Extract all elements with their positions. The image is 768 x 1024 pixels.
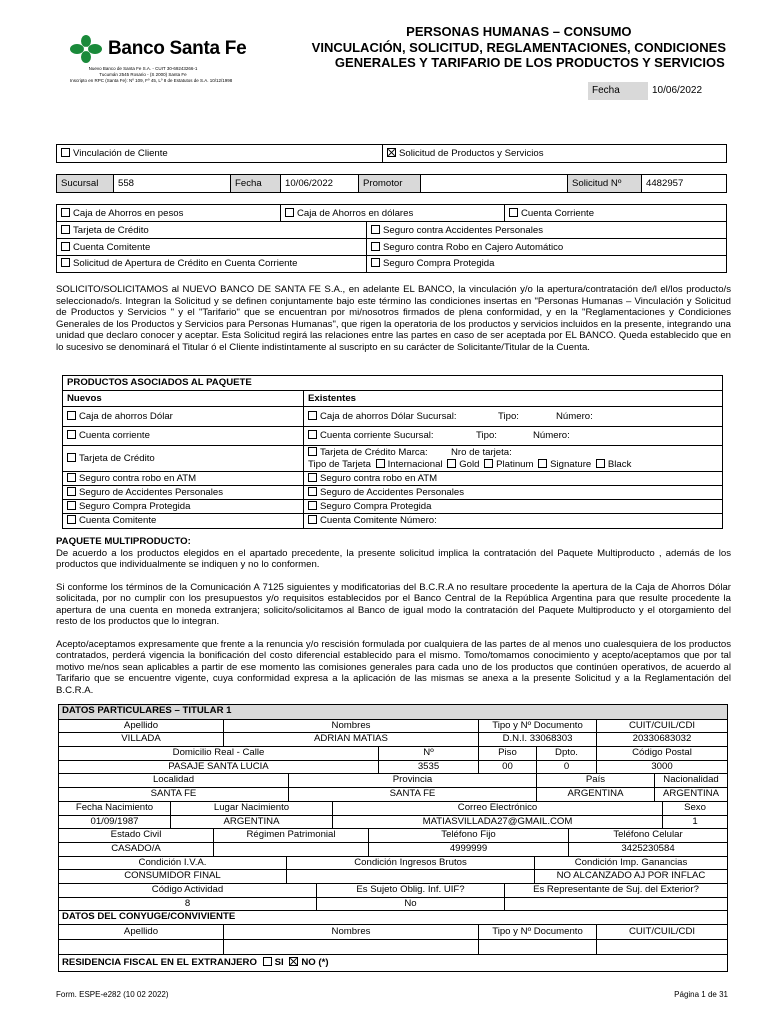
localidad-value[interactable]: SANTA FE <box>59 788 289 801</box>
civil-label: Estado Civil <box>59 829 214 842</box>
internacional-checkbox[interactable] <box>376 459 385 468</box>
bank-clover-icon <box>68 34 104 64</box>
existing-cc-numero-label: Número: <box>533 430 570 441</box>
product-caja-pesos[interactable] <box>57 205 281 221</box>
residencia-fiscal-label: RESIDENCIA FISCAL EN EL EXTRANJERO <box>62 957 257 968</box>
existing-tarjeta[interactable] <box>304 446 722 471</box>
pais-value[interactable]: ARGENTINA <box>537 788 655 801</box>
caja-pesos-checkbox[interactable] <box>61 208 70 217</box>
ganancias-value[interactable]: NO ALCANZADO AJ POR INFLAC <box>556 870 706 882</box>
sucursal-label: Sucursal <box>57 175 114 192</box>
regimen-value[interactable] <box>214 843 369 856</box>
intro-text <box>56 284 731 364</box>
new-cuenta-corriente[interactable] <box>63 427 304 445</box>
cuit-value[interactable]: 20330683032 <box>632 733 692 745</box>
document-title <box>312 24 726 71</box>
sexo-value[interactable]: 1 <box>692 815 698 827</box>
dpto-value[interactable]: 0 <box>537 761 597 774</box>
new-comitente[interactable] <box>63 514 304 528</box>
fiscal-no-checkbox[interactable] <box>289 957 298 966</box>
vinculacion-checkbox[interactable] <box>61 148 70 157</box>
cel-label: Teléfono Celular <box>613 829 683 841</box>
title-line-3: GENERALES Y TARIFARIO DE LOS PRODUCTOS Y SERVICIOS <box>334 55 725 70</box>
new-comitente-label: Cuenta Comitente <box>79 515 157 526</box>
platinum-checkbox[interactable] <box>484 459 493 468</box>
ganancias-label: Condición Imp. Ganancias <box>574 856 688 868</box>
multiproducto-p2: Si conforme los términos de la Comunicación A 7125 siguientes y modificatorias del B.C.R.A no resultare procedente la apertura de la Caja de Ahorros Dólar solicitada, por no cumplir con los presupuestos y/o requisitos establecidos por el Banco Central de la República Argentina para que resulte procedente la apertura de una cuenta en moneda extranjera; solicito/solicitamos al Banco de igual modo la contratación del Paquete Multiproducto y el otorgamiento del resto de los productos que lo integran. <box>56 581 731 627</box>
nombres-label: Nombres <box>224 720 479 733</box>
bank-name: Banco Santa Fe <box>108 38 247 59</box>
new-accidentes[interactable] <box>63 486 304 499</box>
seguro-compra-checkbox[interactable] <box>371 258 380 267</box>
domicilio-value[interactable]: PASAJE SANTA LUCIA <box>59 761 379 774</box>
conyuge-apellido-value[interactable] <box>59 940 224 954</box>
existing-cc-label: Cuenta corriente Sucursal: <box>320 430 434 441</box>
lnac-value[interactable]: ARGENTINA <box>171 816 333 829</box>
tipo-doc-value[interactable]: D.N.I. 33068303 <box>479 733 597 746</box>
solicitud-label: Solicitud de Productos y Servicios <box>399 148 544 159</box>
new-accidentes-checkbox[interactable] <box>67 487 76 496</box>
product-tarjeta[interactable] <box>57 222 367 238</box>
actividad-value[interactable]: 8 <box>59 898 317 911</box>
page-number: Página 1 de 31 <box>674 990 728 999</box>
existing-cuenta-corriente[interactable] <box>304 427 722 445</box>
request-type-row <box>56 144 727 163</box>
uif-value[interactable]: No <box>317 898 505 911</box>
caja-dolares-checkbox[interactable] <box>285 208 294 217</box>
lnac-label: Lugar Nacimiento <box>171 802 333 815</box>
title-line-1: PERSONAS HUMANAS – CONSUMO <box>406 24 632 39</box>
tarjeta-checkbox[interactable] <box>61 225 70 234</box>
existing-robo-atm[interactable] <box>304 472 722 485</box>
cuenta-corriente-label: Cuenta Corriente <box>521 208 595 219</box>
product-seguro-accidentes[interactable] <box>367 222 726 238</box>
existing-compra[interactable] <box>304 500 722 513</box>
new-compra-checkbox[interactable] <box>67 501 76 510</box>
black-checkbox[interactable] <box>596 459 605 468</box>
caja-pesos-label: Caja de Ahorros en pesos <box>73 208 184 219</box>
multiproducto-p3: Acepto/aceptamos expresamente que frente a la renuncia y/o rescisión formulada por cualquiera de las partes de al menos uno cualesquiera de los productos contratados, perderá vigencia la bonificación del costo diferencial establecido para el mismo. Tomo/tomamos conocimiento y acepto/aceptamos que por tal motivo me/nos sean aplicables a partir de ese momento las comisiones generales para cada uno de los productos que continúen operativos, de acuerdo al Tarifario que se encuentre vigente, cuya conformidad expresa a la aplicación de las mismas se anexa a la presente Solicitud y a la Reglamentación del B.C.R.A. <box>56 638 731 696</box>
tipo-tarjeta-label: Tipo de Tarjeta <box>308 458 371 470</box>
nombres-value[interactable]: ADRIAN MATIAS <box>224 733 479 746</box>
fnac-label: Fecha Nacimiento <box>59 802 171 815</box>
vinculacion-option[interactable] <box>57 145 383 162</box>
existing-robo-checkbox[interactable] <box>308 473 317 482</box>
gold-checkbox[interactable] <box>447 459 456 468</box>
existing-caja-label: Caja de ahorros Dólar Sucursal: <box>320 411 457 422</box>
multiproducto-title: PAQUETE MULTIPRODUCTO: <box>56 536 191 547</box>
conyuge-nombres-value[interactable] <box>224 940 479 954</box>
solicitud-nro-label: Solicitud Nº <box>568 175 642 192</box>
cp-label: Código Postal <box>632 747 692 759</box>
tipo-doc-label: Tipo y Nº Documento <box>479 720 597 733</box>
solicitud-checkbox[interactable] <box>387 148 396 157</box>
conyuge-section-title: DATOS DEL CONYUGE/CONVIVIENTE <box>62 911 236 923</box>
solicitud-nro-value[interactable]: 4482957 <box>646 178 684 189</box>
email-label: Correo Electrónico <box>333 802 663 815</box>
branch-fecha-value[interactable]: 10/06/2022 <box>281 175 359 192</box>
product-cuenta-comitente[interactable] <box>57 239 367 255</box>
cuenta-corriente-checkbox[interactable] <box>509 208 518 217</box>
new-accidentes-label: Seguro de Accidentes Personales <box>79 487 223 498</box>
black-label: Black <box>607 458 632 470</box>
package-col-new: Nuevos <box>63 391 304 406</box>
existing-caja-tipo-label: Tipo: <box>498 411 519 422</box>
new-caja-dolar-checkbox[interactable] <box>67 411 76 420</box>
cel-value[interactable]: 3425230584 <box>621 842 675 854</box>
new-robo-label: Seguro contra robo en ATM <box>79 473 197 484</box>
titular-section-title: DATOS PARTICULARES – TITULAR 1 <box>62 705 232 716</box>
promotor-value[interactable] <box>421 175 568 192</box>
form-code: Form. ESPE-e282 (10 02 2022) <box>56 990 169 999</box>
new-tarjeta-label: Tarjeta de Crédito <box>79 453 155 464</box>
new-cuenta-corriente-checkbox[interactable] <box>67 430 76 439</box>
multiproducto-section <box>56 536 731 707</box>
new-tarjeta[interactable] <box>63 446 304 471</box>
new-caja-dolar[interactable] <box>63 407 304 426</box>
product-caja-dolares[interactable] <box>281 205 505 221</box>
sucursal-value[interactable]: 558 <box>114 175 231 192</box>
existing-accidentes[interactable] <box>304 486 722 499</box>
iibb-label: Condición Ingresos Brutos <box>287 857 535 870</box>
products-box <box>56 204 727 273</box>
dpto-label: Dpto. <box>537 747 597 760</box>
cuenta-comitente-checkbox[interactable] <box>61 242 70 251</box>
new-robo-checkbox[interactable] <box>67 473 76 482</box>
existing-comitente-checkbox[interactable] <box>308 515 317 524</box>
multiproducto-p1: De acuerdo a los productos elegidos en el apartado precedente, la presente solicitud implica la contratación del Paquete Multiproducto , además de los productos que individualmente se indiquen y no lo conformen. <box>56 547 731 570</box>
tarjeta-label: Tarjeta de Crédito <box>73 225 149 236</box>
product-seguro-compra[interactable] <box>367 256 726 272</box>
existing-tarjeta-label: Tarjeta de Crédito Marca: <box>320 447 428 458</box>
header-date-value[interactable]: 10/06/2022 <box>652 85 703 96</box>
promotor-label: Promotor <box>359 175 421 192</box>
new-compra[interactable] <box>63 500 304 513</box>
caja-dolares-label: Caja de Ahorros en dólares <box>297 208 414 219</box>
tipo-tarjeta-row <box>308 459 718 471</box>
conyuge-nombres-label: Nombres <box>224 925 479 939</box>
vinculacion-label: Vinculación de Cliente <box>73 148 168 159</box>
existing-comitente-label: Cuenta Comitente Número: <box>320 515 437 526</box>
existing-robo-label: Seguro contra robo en ATM <box>320 473 438 484</box>
bank-fine-line: Nuevo Banco de Santa Fe S.A. - CUIT 30-69243266-1 <box>88 66 198 71</box>
conyuge-apellido-label: Apellido <box>59 925 224 939</box>
provincia-label: Provincia <box>289 774 537 787</box>
apellido-label: Apellido <box>59 720 224 733</box>
apellido-value[interactable]: VILLADA <box>59 733 224 746</box>
apertura-credito-label: Solicitud de Apertura de Crédito en Cuenta Corriente <box>73 258 298 269</box>
internacional-label: Internacional <box>387 458 443 470</box>
fnac-value[interactable]: 01/09/1987 <box>59 816 171 829</box>
conyuge-tipo-doc-label: Tipo y Nº Documento <box>479 925 597 939</box>
nacionalidad-value[interactable]: ARGENTINA <box>663 788 719 800</box>
seguro-accidentes-label: Seguro contra Accidentes Personales <box>383 225 543 236</box>
bank-logo <box>68 34 288 84</box>
seguro-robo-checkbox[interactable] <box>371 242 380 251</box>
new-tarjeta-checkbox[interactable] <box>67 453 76 462</box>
existing-tarjeta-checkbox[interactable] <box>308 447 317 456</box>
piso-label: Piso <box>479 747 537 760</box>
iva-label: Condición I.V.A. <box>59 857 287 870</box>
cuit-label: CUIT/CUIL/CDI <box>628 719 696 731</box>
existing-accidentes-checkbox[interactable] <box>308 487 317 496</box>
new-compra-label: Seguro Compra Protegida <box>79 501 191 512</box>
existing-caja-dolar[interactable] <box>304 407 722 426</box>
titular-table <box>58 704 728 972</box>
existing-caja-dolar-checkbox[interactable] <box>308 411 317 420</box>
package-table <box>62 375 723 529</box>
apertura-credito-checkbox[interactable] <box>61 258 70 267</box>
piso-value[interactable]: 00 <box>479 761 537 774</box>
seguro-robo-label: Seguro contra Robo en Cajero Automático <box>383 242 564 253</box>
fiscal-si-label: SI <box>274 957 284 968</box>
signature-checkbox[interactable] <box>538 459 547 468</box>
existing-comitente[interactable] <box>304 514 722 528</box>
sexo-label: Sexo <box>684 801 706 813</box>
bank-fine-line: Tucumán 2545 Rosario - (S 2000) Santa Fe <box>99 72 187 77</box>
localidad-label: Localidad <box>59 774 289 787</box>
product-cuenta-corriente[interactable] <box>505 205 726 221</box>
platinum-label: Platinum <box>496 458 534 470</box>
new-caja-dolar-label: Caja de ahorros Dólar <box>79 411 173 422</box>
signature-label: Signature <box>550 458 592 470</box>
nro-value[interactable]: 3535 <box>379 761 479 774</box>
conyuge-cuit-label: CUIT/CUIL/CDI <box>628 926 696 937</box>
representante-value[interactable] <box>505 898 727 911</box>
conyuge-tipo-doc-value[interactable] <box>479 940 597 954</box>
representante-label: Es Representante de Suj. del Exterior? <box>533 883 699 895</box>
civil-value[interactable]: CASADO/A <box>59 843 214 856</box>
fiscal-no-label: NO (*) <box>301 957 329 968</box>
tel-value[interactable]: 4999999 <box>369 843 569 856</box>
email-value[interactable]: MATIASVILLADA27@GMAIL.COM <box>333 816 663 829</box>
provincia-value[interactable]: SANTA FE <box>289 788 537 801</box>
title-line-2: VINCULACIÓN, SOLICITUD, REGLAMENTACIONES, CONDICIONES <box>311 39 726 55</box>
new-robo-atm[interactable] <box>63 472 304 485</box>
existing-caja-numero-label: Número: <box>556 411 593 422</box>
uif-label: Es Sujeto Oblig. Inf. UIF? <box>317 884 505 897</box>
branch-fecha-label: Fecha <box>231 175 281 192</box>
iva-value[interactable]: CONSUMIDOR FINAL <box>59 870 287 883</box>
seguro-compra-label: Seguro Compra Protegida <box>383 258 495 269</box>
new-comitente-checkbox[interactable] <box>67 515 76 524</box>
iibb-value[interactable] <box>287 870 535 883</box>
product-seguro-robo[interactable] <box>367 239 726 255</box>
cuenta-comitente-label: Cuenta Comitente <box>73 242 151 253</box>
seguro-accidentes-checkbox[interactable] <box>371 225 380 234</box>
existing-tarjeta-nro-label: Nro de tarjeta: <box>451 447 512 458</box>
package-col-existing: Existentes <box>308 393 356 404</box>
actividad-label: Código Actividad <box>59 884 317 897</box>
gold-label: Gold <box>459 458 480 470</box>
tel-label: Teléfono Fijo <box>369 829 569 842</box>
bank-fine-line: Inscripto en RPC (Santa Fe): Nº 109, Fº 45, Lº 8 de Estatutos de S.A. 10/12/1998 <box>70 78 233 83</box>
product-apertura-credito[interactable] <box>57 256 367 272</box>
header-date <box>588 82 730 100</box>
branch-row <box>56 174 727 193</box>
existing-cc-tipo-label: Tipo: <box>476 430 497 441</box>
domicilio-label: Domicilio Real - Calle <box>59 747 379 760</box>
new-cuenta-corriente-label: Cuenta corriente <box>79 430 150 441</box>
regimen-label: Régimen Patrimonial <box>214 829 369 842</box>
fiscal-si-checkbox[interactable] <box>263 957 272 966</box>
residencia-fiscal-row <box>59 955 727 971</box>
solicitud-option[interactable] <box>383 145 726 162</box>
header-date-label: Fecha <box>588 82 648 100</box>
pais-label: País <box>537 774 655 787</box>
nro-label: Nº <box>379 747 479 760</box>
intro-paragraph: SOLICITO/SOLICITAMOS al NUEVO BANCO DE SANTA FE S.A., en adelante EL BANCO, la vinculación y/o la apertura/contratación de/l el/los producto/s seleccionado/s. Integran la Solicitud y se definen conjuntamente bajo este término las condiciones insertas en "Personas Humanas – Vinculación y Solicitud de Productos y Servicios " y el "Tarifario" que se encuentran por mi/nosotros firmados de plena conformidad, y en la "Reglamentaciones y Condiciones Generales de los Productos y Servicios para Personas Humanas", que rigen la operatoria de los productos y servicios incluidos en la presente, integrando una unidad que declaro conocer y aceptar. Esta Solicitud regirá las relaciones entre las partes en caso de ser aceptada por EL BANCO. Queda establecido que en lo sucesivo se denominará el Titular ó el Cliente indistintamente al suscripto en su carácter de Solicitante/Titular de la Cuenta. <box>56 284 731 353</box>
package-title: PRODUCTOS ASOCIADOS AL PAQUETE <box>67 377 252 388</box>
existing-cc-checkbox[interactable] <box>308 430 317 439</box>
cp-value[interactable]: 3000 <box>651 760 673 772</box>
nacionalidad-label: Nacionalidad <box>663 774 719 786</box>
existing-compra-checkbox[interactable] <box>308 501 317 510</box>
conyuge-cuit-value[interactable] <box>597 940 727 954</box>
existing-compra-label: Seguro Compra Protegida <box>320 501 432 512</box>
existing-accidentes-label: Seguro de Accidentes Personales <box>320 487 464 498</box>
